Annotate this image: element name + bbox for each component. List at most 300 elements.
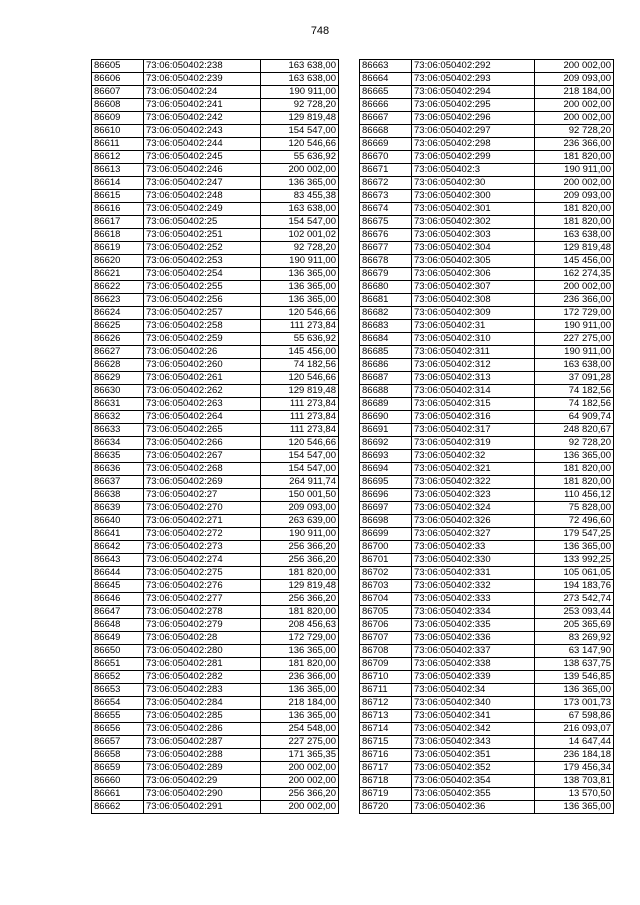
cadastral-value: 181 820,00 <box>535 203 614 216</box>
cadastral-value: 92 728,20 <box>261 242 339 255</box>
table-row <box>360 749 614 762</box>
table-row <box>360 411 614 424</box>
table-row <box>92 437 339 450</box>
cadastral-number: 73:06:050402:283 <box>144 684 261 697</box>
row-number: 86659 <box>92 762 144 775</box>
row-number: 86687 <box>360 372 412 385</box>
cadastral-value: 209 093,00 <box>535 73 614 86</box>
row-number: 86688 <box>360 385 412 398</box>
cadastral-value: 179 456,34 <box>535 762 614 775</box>
cadastral-number: 73:06:050402:287 <box>144 736 261 749</box>
table-row <box>92 528 339 541</box>
cadastral-value: 190 911,00 <box>535 346 614 359</box>
cadastral-number: 73:06:050402:286 <box>144 723 261 736</box>
cadastral-value: 179 547,25 <box>535 528 614 541</box>
row-number: 86651 <box>92 658 144 671</box>
row-number: 86619 <box>92 242 144 255</box>
cadastral-value: 181 820,00 <box>261 567 339 580</box>
cadastral-value: 172 729,00 <box>535 307 614 320</box>
row-number: 86706 <box>360 619 412 632</box>
cadastral-value: 129 819,48 <box>261 580 339 593</box>
cadastral-value: 200 002,00 <box>535 60 614 73</box>
cadastral-value: 190 911,00 <box>261 255 339 268</box>
row-number: 86627 <box>92 346 144 359</box>
row-number: 86617 <box>92 216 144 229</box>
cadastral-number: 73:06:050402:33 <box>412 541 535 554</box>
cadastral-number: 73:06:050402:295 <box>412 99 535 112</box>
cadastral-value: 105 061,05 <box>535 567 614 580</box>
cadastral-number: 73:06:050402:26 <box>144 346 261 359</box>
cadastral-value: 236 366,00 <box>535 294 614 307</box>
cadastral-value: 129 819,48 <box>535 242 614 255</box>
row-number: 86683 <box>360 320 412 333</box>
row-number: 86719 <box>360 788 412 801</box>
cadastral-value: 200 002,00 <box>535 112 614 125</box>
cadastral-value: 248 820,67 <box>535 424 614 437</box>
cadastral-value: 55 636,92 <box>261 333 339 346</box>
row-number: 86644 <box>92 567 144 580</box>
row-number: 86657 <box>92 736 144 749</box>
row-number: 86665 <box>360 86 412 99</box>
row-number: 86654 <box>92 697 144 710</box>
row-number: 86634 <box>92 437 144 450</box>
table-row <box>92 177 339 190</box>
cadastral-value: 74 182,56 <box>535 385 614 398</box>
row-number: 86671 <box>360 164 412 177</box>
cadastral-number: 73:06:050402:290 <box>144 788 261 801</box>
table-row <box>92 762 339 775</box>
cadastral-number: 73:06:050402:338 <box>412 658 535 671</box>
cadastral-number: 73:06:050402:294 <box>412 86 535 99</box>
cadastral-number: 73:06:050402:29 <box>144 775 261 788</box>
row-number: 86674 <box>360 203 412 216</box>
cadastral-value: 227 275,00 <box>261 736 339 749</box>
cadastral-number: 73:06:050402:249 <box>144 203 261 216</box>
table-row <box>360 359 614 372</box>
cadastral-number: 73:06:050402:36 <box>412 801 535 814</box>
cadastral-value: 181 820,00 <box>535 151 614 164</box>
row-number: 86709 <box>360 658 412 671</box>
cadastral-value: 154 547,00 <box>261 125 339 138</box>
cadastral-number: 73:06:050402:330 <box>412 554 535 567</box>
cadastral-number: 73:06:050402:241 <box>144 99 261 112</box>
cadastral-value: 13 570,50 <box>535 788 614 801</box>
cadastral-number: 73:06:050402:333 <box>412 593 535 606</box>
cadastral-number: 73:06:050402:245 <box>144 151 261 164</box>
table-row <box>360 242 614 255</box>
table-row <box>92 632 339 645</box>
row-number: 86605 <box>92 60 144 73</box>
table-row <box>92 151 339 164</box>
cadastral-value: 256 366,20 <box>261 554 339 567</box>
cadastral-number: 73:06:050402:270 <box>144 502 261 515</box>
table-row <box>360 385 614 398</box>
table-row <box>92 450 339 463</box>
row-number: 86697 <box>360 502 412 515</box>
cadastral-value: 256 366,20 <box>261 541 339 554</box>
row-number: 86623 <box>92 294 144 307</box>
table-row <box>360 619 614 632</box>
table-row <box>360 164 614 177</box>
cadastral-value: 138 703,81 <box>535 775 614 788</box>
cadastral-number: 73:06:050402:32 <box>412 450 535 463</box>
row-number: 86703 <box>360 580 412 593</box>
row-number: 86615 <box>92 190 144 203</box>
cadastral-number: 73:06:050402:24 <box>144 86 261 99</box>
cadastral-number: 73:06:050402:316 <box>412 411 535 424</box>
cadastral-value: 205 365,69 <box>535 619 614 632</box>
cadastral-number: 73:06:050402:332 <box>412 580 535 593</box>
cadastral-number: 73:06:050402:285 <box>144 710 261 723</box>
table-row <box>360 463 614 476</box>
cadastral-number: 73:06:050402:262 <box>144 385 261 398</box>
row-number: 86631 <box>92 398 144 411</box>
table-row <box>92 307 339 320</box>
cadastral-value: 64 909,74 <box>535 411 614 424</box>
row-number: 86675 <box>360 216 412 229</box>
cadastral-number: 73:06:050402:256 <box>144 294 261 307</box>
row-number: 86716 <box>360 749 412 762</box>
table-row <box>92 697 339 710</box>
cadastral-number: 73:06:050402:296 <box>412 112 535 125</box>
cadastral-number: 73:06:050402:251 <box>144 229 261 242</box>
table-row <box>360 801 614 814</box>
row-number: 86607 <box>92 86 144 99</box>
row-number: 86717 <box>360 762 412 775</box>
table-row <box>92 775 339 788</box>
cadastral-value: 253 093,44 <box>535 606 614 619</box>
cadastral-value: 111 273,84 <box>261 398 339 411</box>
row-number: 86692 <box>360 437 412 450</box>
cadastral-value: 200 002,00 <box>261 164 339 177</box>
cadastral-value: 172 729,00 <box>261 632 339 645</box>
cadastral-value: 120 546,66 <box>261 372 339 385</box>
row-number: 86612 <box>92 151 144 164</box>
table-row <box>360 697 614 710</box>
cadastral-value: 150 001,50 <box>261 489 339 502</box>
cadastral-number: 73:06:050402:259 <box>144 333 261 346</box>
row-number: 86616 <box>92 203 144 216</box>
cadastral-number: 73:06:050402:354 <box>412 775 535 788</box>
cadastral-value: 136 365,00 <box>261 710 339 723</box>
row-number: 86662 <box>92 801 144 814</box>
cadastral-number: 73:06:050402:271 <box>144 515 261 528</box>
cadastral-number: 73:06:050402:306 <box>412 268 535 281</box>
table-row <box>92 281 339 294</box>
cadastral-value: 136 365,00 <box>261 268 339 281</box>
table-row <box>360 294 614 307</box>
table-row <box>360 333 614 346</box>
cadastral-number: 73:06:050402:248 <box>144 190 261 203</box>
cadastral-value: 173 001,73 <box>535 697 614 710</box>
table-row <box>92 99 339 112</box>
table-row <box>92 385 339 398</box>
table-row <box>92 736 339 749</box>
cadastral-number: 73:06:050402:28 <box>144 632 261 645</box>
cadastral-number: 73:06:050402:257 <box>144 307 261 320</box>
table-row <box>360 255 614 268</box>
row-number: 86628 <box>92 359 144 372</box>
cadastral-number: 73:06:050402:340 <box>412 697 535 710</box>
cadastral-number: 73:06:050402:25 <box>144 216 261 229</box>
cadastral-number: 73:06:050402:281 <box>144 658 261 671</box>
cadastral-value: 136 365,00 <box>261 294 339 307</box>
row-number: 86682 <box>360 307 412 320</box>
row-number: 86699 <box>360 528 412 541</box>
table-row <box>92 359 339 372</box>
table-row <box>92 593 339 606</box>
table-row <box>92 203 339 216</box>
row-number: 86609 <box>92 112 144 125</box>
cadastral-number: 73:06:050402:323 <box>412 489 535 502</box>
cadastral-number: 73:06:050402:269 <box>144 476 261 489</box>
row-number: 86610 <box>92 125 144 138</box>
cadastral-value: 163 638,00 <box>261 60 339 73</box>
row-number: 86686 <box>360 359 412 372</box>
cadastral-value: 111 273,84 <box>261 424 339 437</box>
table-row <box>92 60 339 73</box>
row-number: 86672 <box>360 177 412 190</box>
cadastral-value: 236 366,00 <box>535 138 614 151</box>
cadastral-number: 73:06:050402:339 <box>412 671 535 684</box>
table-row <box>360 398 614 411</box>
table-row <box>360 762 614 775</box>
row-number: 86661 <box>92 788 144 801</box>
table-row <box>92 242 339 255</box>
cadastral-number: 73:06:050402:31 <box>412 320 535 333</box>
cadastral-value: 111 273,84 <box>261 411 339 424</box>
row-number: 86713 <box>360 710 412 723</box>
cadastral-value: 162 274,35 <box>535 268 614 281</box>
cadastral-value: 181 820,00 <box>535 463 614 476</box>
cadastral-value: 190 911,00 <box>535 164 614 177</box>
row-number: 86685 <box>360 346 412 359</box>
cadastral-value: 154 547,00 <box>261 463 339 476</box>
cadastral-value: 194 183,76 <box>535 580 614 593</box>
row-number: 86693 <box>360 450 412 463</box>
cadastral-value: 55 636,92 <box>261 151 339 164</box>
cadastral-value: 181 820,00 <box>261 606 339 619</box>
table-row <box>92 671 339 684</box>
table-row <box>360 554 614 567</box>
row-number: 86656 <box>92 723 144 736</box>
cadastral-value: 200 002,00 <box>535 177 614 190</box>
cadastral-number: 73:06:050402:343 <box>412 736 535 749</box>
cadastral-number: 73:06:050402:238 <box>144 60 261 73</box>
cadastral-value: 163 638,00 <box>535 359 614 372</box>
cadastral-number: 73:06:050402:299 <box>412 151 535 164</box>
table-row <box>360 684 614 697</box>
cadastral-number: 73:06:050402:355 <box>412 788 535 801</box>
row-number: 86614 <box>92 177 144 190</box>
row-number: 86679 <box>360 268 412 281</box>
cadastral-value: 120 546,66 <box>261 307 339 320</box>
cadastral-value: 83 269,92 <box>535 632 614 645</box>
cadastral-value: 236 366,00 <box>261 671 339 684</box>
cadastral-number: 73:06:050402:266 <box>144 437 261 450</box>
row-number: 86658 <box>92 749 144 762</box>
table-row <box>360 320 614 333</box>
cadastral-number: 73:06:050402:34 <box>412 684 535 697</box>
cadastral-value: 136 365,00 <box>261 281 339 294</box>
cadastral-value: 256 366,20 <box>261 788 339 801</box>
cadastral-number: 73:06:050402:334 <box>412 606 535 619</box>
cadastral-value: 92 728,20 <box>535 437 614 450</box>
cadastral-value: 136 365,00 <box>261 645 339 658</box>
cadastral-value: 136 365,00 <box>535 541 614 554</box>
table-row <box>92 333 339 346</box>
cadastral-value: 83 455,38 <box>261 190 339 203</box>
table-row <box>92 580 339 593</box>
cadastral-number: 73:06:050402:309 <box>412 307 535 320</box>
cadastral-value: 133 992,25 <box>535 554 614 567</box>
row-number: 86638 <box>92 489 144 502</box>
row-number: 86676 <box>360 229 412 242</box>
row-number: 86640 <box>92 515 144 528</box>
cadastral-value: 154 547,00 <box>261 216 339 229</box>
row-number: 86681 <box>360 294 412 307</box>
cadastral-value: 72 496,60 <box>535 515 614 528</box>
table-row <box>92 502 339 515</box>
table-row <box>92 112 339 125</box>
cadastral-value: 154 547,00 <box>261 450 339 463</box>
cadastral-value: 92 728,20 <box>261 99 339 112</box>
cadastral-value: 254 548,00 <box>261 723 339 736</box>
table-row <box>92 255 339 268</box>
row-number: 86689 <box>360 398 412 411</box>
row-number: 86608 <box>92 99 144 112</box>
table-row <box>360 528 614 541</box>
row-number: 86621 <box>92 268 144 281</box>
cadastral-value: 218 184,00 <box>261 697 339 710</box>
row-number: 86639 <box>92 502 144 515</box>
cadastral-number: 73:06:050402:27 <box>144 489 261 502</box>
row-number: 86629 <box>92 372 144 385</box>
cadastral-value: 136 365,00 <box>535 684 614 697</box>
cadastral-value: 120 546,66 <box>261 437 339 450</box>
row-number: 86669 <box>360 138 412 151</box>
table-row <box>360 450 614 463</box>
table-row <box>360 437 614 450</box>
cadastral-number: 73:06:050402:267 <box>144 450 261 463</box>
row-number: 86680 <box>360 281 412 294</box>
cadastral-number: 73:06:050402:265 <box>144 424 261 437</box>
cadastral-number: 73:06:050402:263 <box>144 398 261 411</box>
left-table-body <box>92 60 339 814</box>
cadastral-number: 73:06:050402:308 <box>412 294 535 307</box>
row-number: 86648 <box>92 619 144 632</box>
cadastral-number: 73:06:050402:324 <box>412 502 535 515</box>
cadastral-value: 181 820,00 <box>535 476 614 489</box>
cadastral-number: 73:06:050402:244 <box>144 138 261 151</box>
cadastral-number: 73:06:050402:292 <box>412 60 535 73</box>
table-row <box>360 86 614 99</box>
cadastral-value: 74 182,56 <box>535 398 614 411</box>
table-row <box>92 645 339 658</box>
row-number: 86710 <box>360 671 412 684</box>
cadastral-number: 73:06:050402:351 <box>412 749 535 762</box>
table-row <box>360 476 614 489</box>
row-number: 86635 <box>92 450 144 463</box>
cadastral-number: 73:06:050402:326 <box>412 515 535 528</box>
table-row <box>360 567 614 580</box>
cadastral-value: 63 147,90 <box>535 645 614 658</box>
row-number: 86653 <box>92 684 144 697</box>
row-number: 86632 <box>92 411 144 424</box>
table-row <box>92 138 339 151</box>
cadastral-number: 73:06:050402:313 <box>412 372 535 385</box>
row-number: 86670 <box>360 151 412 164</box>
row-number: 86647 <box>92 606 144 619</box>
cadastral-number: 73:06:050402:336 <box>412 632 535 645</box>
table-row <box>360 112 614 125</box>
row-number: 86702 <box>360 567 412 580</box>
cadastral-number: 73:06:050402:30 <box>412 177 535 190</box>
table-row <box>92 190 339 203</box>
cadastral-number: 73:06:050402:341 <box>412 710 535 723</box>
cadastral-value: 218 184,00 <box>535 86 614 99</box>
table-row <box>360 73 614 86</box>
table-row <box>92 749 339 762</box>
cadastral-value: 129 819,48 <box>261 385 339 398</box>
cadastral-number: 73:06:050402:301 <box>412 203 535 216</box>
table-row <box>92 268 339 281</box>
table-row <box>360 502 614 515</box>
row-number: 86660 <box>92 775 144 788</box>
row-number: 86649 <box>92 632 144 645</box>
row-number: 86707 <box>360 632 412 645</box>
row-number: 86624 <box>92 307 144 320</box>
cadastral-number: 73:06:050402:255 <box>144 281 261 294</box>
table-row <box>360 710 614 723</box>
table-row <box>92 216 339 229</box>
row-number: 86626 <box>92 333 144 346</box>
row-number: 86691 <box>360 424 412 437</box>
cadastral-number: 73:06:050402:312 <box>412 359 535 372</box>
row-number: 86663 <box>360 60 412 73</box>
row-number: 86684 <box>360 333 412 346</box>
cadastral-number: 73:06:050402:239 <box>144 73 261 86</box>
cadastral-number: 73:06:050402:298 <box>412 138 535 151</box>
cadastral-number: 73:06:050402:277 <box>144 593 261 606</box>
cadastral-value: 236 184,18 <box>535 749 614 762</box>
cadastral-number: 73:06:050402:254 <box>144 268 261 281</box>
cadastral-number: 73:06:050402:280 <box>144 645 261 658</box>
cadastral-value: 129 819,48 <box>261 112 339 125</box>
cadastral-number: 73:06:050402:337 <box>412 645 535 658</box>
row-number: 86711 <box>360 684 412 697</box>
table-row <box>360 346 614 359</box>
table-row <box>360 645 614 658</box>
table-row <box>92 606 339 619</box>
cadastral-number: 73:06:050402:261 <box>144 372 261 385</box>
table-row <box>92 372 339 385</box>
cadastral-number: 73:06:050402:289 <box>144 762 261 775</box>
cadastral-value: 139 546,85 <box>535 671 614 684</box>
cadastral-number: 73:06:050402:275 <box>144 567 261 580</box>
row-number: 86677 <box>360 242 412 255</box>
cadastral-number: 73:06:050402:297 <box>412 125 535 138</box>
table-row <box>360 541 614 554</box>
row-number: 86708 <box>360 645 412 658</box>
cadastral-value: 136 365,00 <box>535 450 614 463</box>
cadastral-number: 73:06:050402:276 <box>144 580 261 593</box>
row-number: 86625 <box>92 320 144 333</box>
cadastral-value: 37 091,28 <box>535 372 614 385</box>
cadastral-number: 73:06:050402:258 <box>144 320 261 333</box>
cadastral-value: 163 638,00 <box>261 203 339 216</box>
cadastral-number: 73:06:050402:243 <box>144 125 261 138</box>
